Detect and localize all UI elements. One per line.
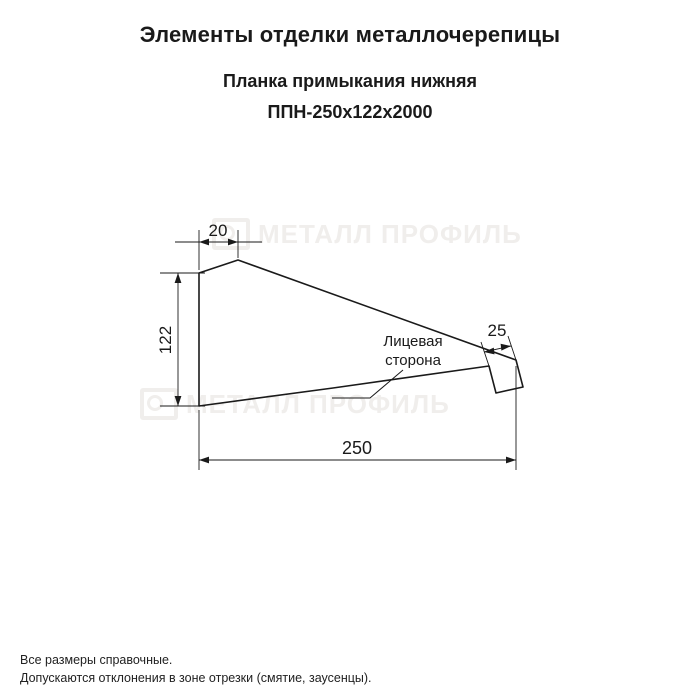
watermark-text: МЕТАЛЛ ПРОФИЛЬ (258, 218, 522, 249)
profile-outline (199, 260, 523, 406)
product-code: ППН-250х122х2000 (267, 101, 433, 122)
technical-drawing (0, 170, 700, 510)
dimension-25 (481, 336, 516, 366)
dimension-label-25: 25 (487, 321, 507, 340)
footer-line-1: Все размеры справочные. (20, 652, 173, 667)
title-block (0, 22, 700, 123)
product-name: Планка примыкания нижняя (223, 71, 477, 92)
annotation-leader (332, 370, 403, 398)
dimension-label-20: 20 (208, 221, 228, 240)
watermark-text: МЕТАЛЛ ПРОФИЛЬ (186, 388, 450, 419)
dimension-label-122: 122 (156, 325, 175, 355)
dimension-label-250: 250 (341, 438, 373, 458)
annotation-line-2: сторона (385, 352, 441, 369)
page-title: Элементы отделки металлочерепицы (139, 22, 561, 47)
footer-notes (20, 651, 680, 689)
annotation-line-1: Лицевая (383, 333, 443, 350)
footer-line-2: Допускаются отклонения в зоне отрезки (смятие, заусенцы). (20, 671, 372, 686)
